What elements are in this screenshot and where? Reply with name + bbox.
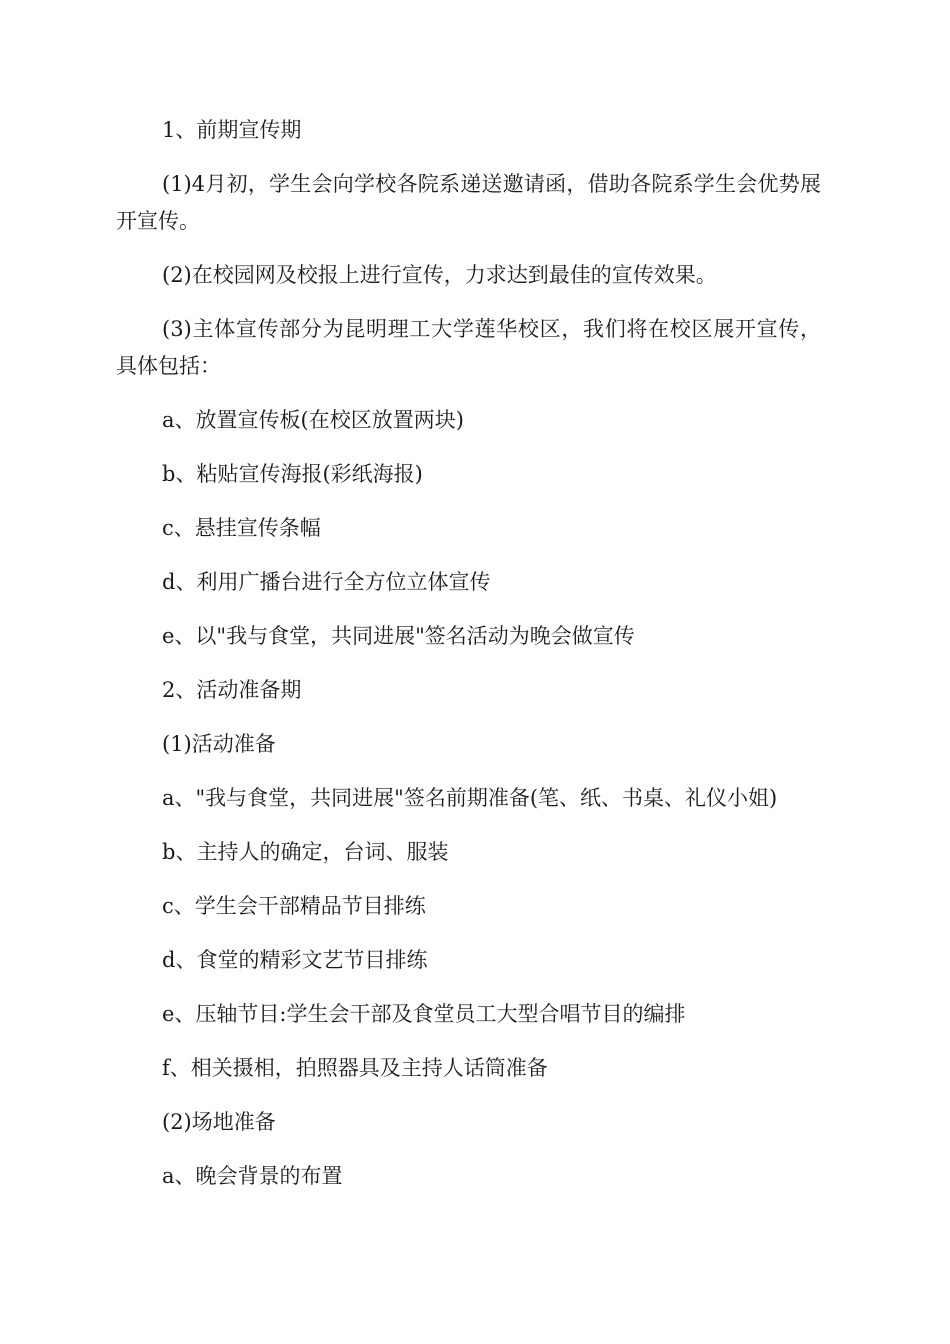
paragraph-main-publicity: (3)主体宣传部分为昆明理工大学莲华校区，我们将在校区展开宣传，具体包括：	[116, 317, 821, 378]
list-item: d、食堂的精彩文艺节目排练	[162, 948, 428, 972]
heading-publicity-phase: 1、前期宣传期	[162, 118, 302, 142]
list-item: d、利用广播台进行全方位立体宣传	[162, 570, 491, 594]
list-item: a、晚会背景的布置	[162, 1164, 343, 1188]
list-item: b、粘贴宣传海报(彩纸海报)	[162, 462, 423, 486]
paragraph-campus-web: (2)在校园网及校报上进行宣传，力求达到最佳的宣传效果。	[162, 263, 717, 287]
list-item: f、相关摄相，拍照器具及主持人话筒准备	[162, 1056, 548, 1080]
subheading-venue-preparation: (2)场地准备	[162, 1110, 276, 1134]
list-item: a、"我与食堂，共同进展"签名前期准备(笔、纸、书桌、礼仪小姐)	[162, 786, 778, 810]
list-item: c、学生会干部精品节目排练	[162, 894, 426, 918]
paragraph-invitation: (1)4月初，学生会向学校各院系递送邀请函，借助各院系学生会优势展开宣传。	[116, 172, 821, 233]
list-item: a、放置宣传板(在校区放置两块)	[162, 408, 464, 432]
list-item: c、悬挂宣传条幅	[162, 516, 321, 540]
list-item: e、以"我与食堂，共同进展"签名活动为晚会做宣传	[162, 624, 635, 648]
document-body	[116, 112, 821, 1212]
list-item: e、压轴节目:学生会干部及食堂员工大型合唱节目的编排	[162, 1002, 686, 1026]
list-item: b、主持人的确定，台词、服装	[162, 840, 449, 864]
heading-preparation-phase: 2、活动准备期	[162, 678, 302, 702]
subheading-activity-preparation: (1)活动准备	[162, 732, 276, 756]
